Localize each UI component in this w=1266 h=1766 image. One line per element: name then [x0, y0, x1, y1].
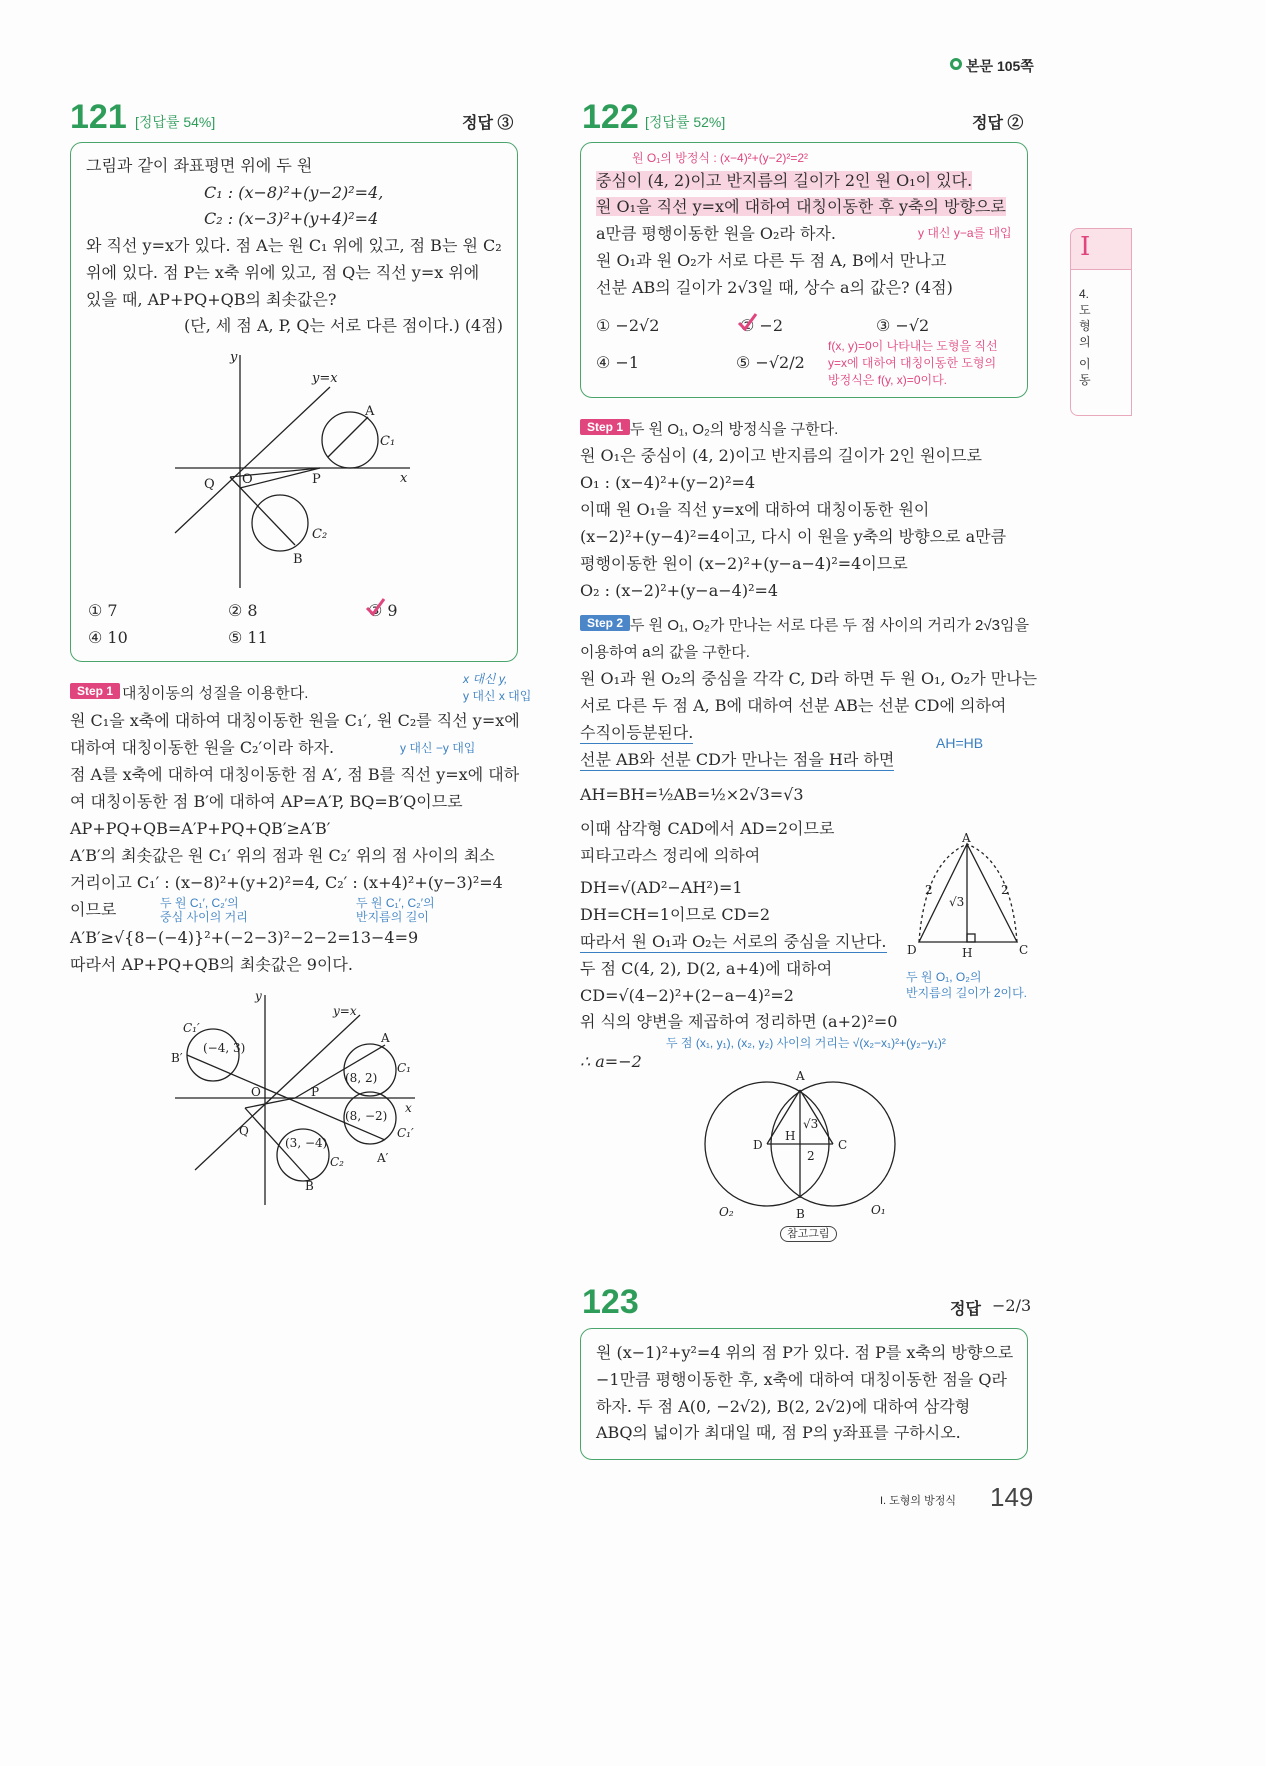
point-label: H: [962, 946, 973, 960]
solution-text: 여 대칭이동한 점 B′에 대하여 AP=A′P, BQ=B′Q이므로: [70, 792, 463, 811]
problem-text: ABQ의 넓이가 최대일 때, 점 P의 y좌표를 구하시오.: [596, 1423, 961, 1442]
origin-label: O: [242, 472, 253, 487]
figure-121: [160, 345, 430, 595]
check-mark-icon: [736, 311, 758, 333]
side-label: 2: [1001, 883, 1009, 897]
solution-text: 평행이동한 원이 (x−2)²+(y−a−4)²=4이므로: [580, 554, 908, 573]
point-label: B: [305, 1179, 314, 1193]
solution-text: 대하여 대칭이동한 원을 C₂′이라 하자.: [70, 738, 335, 757]
solution-text: O₁ : (x−4)²+(y−2)²=4: [580, 473, 756, 492]
point-a: A: [365, 404, 375, 419]
problem-number: 122: [582, 98, 639, 136]
center-label: (8, 2): [345, 1071, 378, 1085]
section-char: 이: [1079, 357, 1091, 371]
problem-text: a만큼 평행이동한 원을 O₂라 하자.: [596, 224, 836, 243]
problem-text: 와 직선 y=x가 있다. 점 A는 원 C₁ 위에 있고, 점 B는 원 C₂: [86, 236, 502, 255]
correct-rate: [정답률 52%]: [645, 114, 726, 130]
solution-text: 점 A를 x축에 대하여 대칭이동한 점 A′, 점 B를 직선 y=x에 대하: [70, 765, 520, 784]
section-char: 형: [1079, 319, 1091, 333]
choice-3-selected[interactable]: ③ 9: [368, 601, 398, 620]
answer-label: 정답: [950, 1301, 981, 1318]
choice-2[interactable]: ② 8: [228, 601, 258, 620]
solution-text: O₂ : (x−2)²+(y−a−4)²=4: [580, 581, 779, 600]
correct-rate: [정답률 54%]: [135, 114, 216, 130]
choice-2-selected[interactable]: ② −2: [740, 316, 784, 335]
problem-text: −1만큼 평행이동한 후, x축에 대하여 대칭이동한 점을 Q라: [596, 1370, 1007, 1389]
note: 두 점 (x₁, y₁), (x₂, y₂) 사이의 거리는 √(x₂−x₁)²+(y₂−y₁)²: [666, 1036, 946, 1050]
choice-4[interactable]: ④ −1: [596, 353, 640, 372]
page-number: 149: [990, 1482, 1034, 1512]
note: f(x, y)=0이 나타내는 도형을 직선: [828, 339, 998, 353]
solution-text: 따라서 AP+PQ+QB의 최솟값은 9이다.: [70, 955, 353, 974]
point-label: P: [311, 1085, 320, 1099]
solution-text: CD=√(4−2)²+(2−a−4)²=2: [580, 986, 794, 1005]
note: x 대신 y,: [463, 672, 508, 686]
triangle-figure: [905, 832, 1035, 962]
x-axis-label: x: [405, 1101, 412, 1115]
answer-value: −2/3: [992, 1296, 1032, 1315]
circle-label: C₂: [330, 1155, 344, 1169]
check-mark-icon: [364, 596, 386, 618]
point-label: C: [838, 1138, 848, 1152]
answer-label: 정답 ③: [462, 115, 514, 132]
section-char: 4.: [1079, 287, 1090, 301]
circle-label: O₂: [719, 1205, 734, 1219]
line-label: y=x: [333, 1004, 357, 1018]
choice-5[interactable]: ⑤ −√2/2: [736, 353, 805, 372]
solution-text: 피타고라스 정리에 의하여: [580, 846, 761, 865]
solution-text: 수직이등분된다.: [580, 723, 694, 742]
solution-text: DH=CH=1이므로 CD=2: [580, 905, 771, 924]
problem-text: C₁ : (x−8)²+(y−2)²=4,: [204, 183, 384, 202]
problem-text: 그림과 같이 좌표평면 위에 두 원: [86, 156, 313, 175]
solution-text: 원 O₁과 원 O₂의 중심을 각각 C, D라 하면 두 원 O₁, O₂가 만나는: [580, 669, 1038, 688]
line-label: y=x: [312, 371, 338, 386]
solution-text: 이때 원 O₁을 직선 y=x에 대하여 대칭이동한 원이: [580, 500, 930, 519]
side-label: 2: [925, 883, 933, 897]
point-q: Q: [204, 477, 215, 492]
step-badge: Step 1: [70, 683, 120, 699]
figure-caption: 참고그림: [780, 1226, 837, 1242]
answer-label: 정답 ②: [972, 115, 1024, 132]
step-title: 두 원 O₁, O₂의 방정식을 구한다.: [630, 421, 839, 438]
point-label: A′: [377, 1151, 389, 1165]
solution-text: AP+PQ+QB=A′P+PQ+QB′≥A′B′: [70, 819, 331, 838]
solution-text: 이므로: [70, 900, 117, 919]
figure-121-solution: [165, 990, 425, 1210]
circle-label: C₁′: [397, 1126, 414, 1140]
solution-text: 위 식의 양변을 제곱하여 정리하면 (a+2)²=0: [580, 1012, 898, 1031]
point-p: P: [312, 472, 321, 487]
problem-text: 위에 있다. 점 P는 x축 위에 있고, 점 Q는 직선 y=x 위에: [86, 263, 480, 282]
note: y 대신 y−a를 대입: [918, 226, 1012, 240]
note: 두 원 C₁′, C₂′의: [160, 896, 239, 910]
note: 반지름의 길이가 2이다.: [906, 986, 1028, 1000]
section-char: 도: [1079, 303, 1091, 317]
problem-number: 123: [582, 1283, 639, 1321]
problem-text: 있을 때, AP+PQ+QB의 최솟값은?: [86, 290, 337, 309]
note: 반지름의 길이: [356, 910, 429, 924]
problem-text: 중심이 (4, 2)이고 반지름의 길이가 2인 원 O₁이 있다.: [596, 171, 973, 190]
center-label: (−4, 3): [203, 1041, 246, 1055]
problem-number: 121: [70, 98, 127, 136]
solution-text: 거리이고 C₁′ : (x−8)²+(y+2)²=4, C₂′ : (x+4)²+(y−3)²=4: [70, 873, 503, 892]
problem-text: C₂ : (x−3)²+(y+4)²=4: [204, 209, 379, 228]
choice-1[interactable]: ① 7: [88, 601, 118, 620]
choice-4[interactable]: ④ 10: [88, 628, 128, 647]
point-label: A: [381, 1031, 390, 1045]
circle-c1-label: C₁: [380, 434, 396, 449]
solution-text: ∴ a=−2: [580, 1052, 642, 1071]
note: 두 원 O₁, O₂의: [906, 970, 982, 984]
solution-text: 따라서 원 O₁과 O₂는 서로의 중심을 지난다.: [580, 932, 887, 951]
step-title: 대칭이동의 성질을 이용한다.: [122, 685, 309, 702]
side-label: √3: [949, 895, 965, 909]
center-label: (8, −2): [345, 1109, 388, 1123]
problem-text: 원 (x−1)²+y²=4 위의 점 P가 있다. 점 P를 x축의 방향으로: [596, 1343, 1014, 1362]
point-label: D: [907, 943, 917, 957]
solution-text: 이때 삼각형 CAD에서 AD=2이므로: [580, 819, 835, 838]
circle-c2-label: C₂: [312, 527, 328, 542]
section-char: 의: [1079, 335, 1091, 349]
problem-text: 원 O₁을 직선 y=x에 대하여 대칭이동한 후 y축의 방향으로: [596, 197, 1006, 216]
note: 두 원 C₁′, C₂′의: [356, 896, 435, 910]
solution-text: 두 점 C(4, 2), D(2, a+4)에 대하여: [580, 959, 833, 978]
origin-label: O: [251, 1085, 261, 1099]
note: 원 O₁의 방정식 : (x−4)²+(y−2)²=2²: [632, 151, 809, 165]
step-badge: Step 1: [580, 419, 630, 435]
solution-text: 선분 AB와 선분 CD가 만나는 점을 H라 하면: [580, 750, 895, 769]
segment-label: √3: [803, 1117, 819, 1131]
solution-text: (x−2)²+(y−4)²=4이고, 다시 이 원을 y축의 방향으로 a만큼: [580, 527, 1007, 546]
circle-label: O₁: [871, 1203, 886, 1217]
solution-text: AH=BH=½AB=½×2√3=√3: [580, 785, 804, 804]
point-label: B′: [171, 1051, 183, 1065]
choice-1[interactable]: ① −2√2: [596, 316, 660, 335]
note: y 대신 x 대입: [463, 689, 532, 703]
point-label: H: [785, 1129, 796, 1143]
point-label: A: [962, 832, 971, 845]
bullet-icon: [950, 58, 962, 70]
note: 중심 사이의 거리: [160, 910, 248, 924]
point-label: Q: [239, 1124, 249, 1138]
point-b: B: [293, 552, 303, 567]
section-char: 동: [1079, 373, 1091, 387]
problem-text: 원 O₁과 원 O₂가 서로 다른 두 점 A, B에서 만나고: [596, 251, 947, 270]
solution-text: 원 C₁을 x축에 대하여 대칭이동한 원을 C₁′, 원 C₂를 직선 y=x에: [70, 711, 520, 730]
y-axis-label: y: [230, 350, 238, 365]
solution-text: A′B′의 최솟값은 원 C₁′ 위의 점과 원 C₂′ 위의 점 사이의 최소: [70, 846, 495, 865]
circle-label: C₁′: [183, 1021, 200, 1035]
step-title: 이용하여 a의 값을 구한다.: [580, 644, 750, 661]
solution-text: 원 O₁은 중심이 (4, 2)이고 반지름의 길이가 2인 원이므로: [580, 446, 982, 465]
segment-label: 2: [807, 1149, 815, 1163]
page-reference: 본문 105쪽: [966, 58, 1034, 74]
point-label: D: [753, 1138, 763, 1152]
problem-text: 하자. 두 점 A(0, −2√2), B(2, 2√2)에 대하여 삼각형: [596, 1397, 971, 1416]
problem-text: 선분 AB의 길이가 2√3일 때, 상수 a의 값은? (4점): [596, 278, 953, 297]
chapter-roman: I: [1080, 232, 1091, 262]
center-label: (3, −4): [285, 1136, 328, 1150]
solution-text: DH=√(AD²−AH²)=1: [580, 878, 743, 897]
note: y 대신 −y 대입: [400, 741, 476, 755]
step-title: 두 원 O₁, O₂가 만나는 서로 다른 두 점 사이의 거리가 2√3임을: [630, 617, 1029, 634]
point-label: B: [796, 1207, 805, 1221]
section-title: [1079, 286, 1091, 388]
circle-label: C₁: [397, 1061, 411, 1075]
point-label: A: [796, 1069, 805, 1083]
problem-text: (단, 세 점 A, P, Q는 서로 다른 점이다.) (4점): [184, 316, 503, 335]
note: AH=HB: [936, 735, 984, 751]
step-badge: Step 2: [580, 615, 630, 631]
note: y=x에 대하여 대칭이동한 도형의: [828, 356, 997, 370]
x-axis-label: x: [400, 471, 408, 486]
footer-section: I. 도형의 방정식: [880, 1495, 956, 1507]
circles-figure: [695, 1068, 910, 1228]
choice-5[interactable]: ⑤ 11: [228, 628, 268, 647]
solution-text: A′B′≥√{8−(−4)}²+(−2−3)²−2−2=13−4=9: [70, 928, 419, 947]
point-label: C: [1019, 943, 1029, 957]
solution-text: 서로 다른 두 점 A, B에 대하여 선분 AB는 선분 CD에 의하여: [580, 696, 1007, 715]
y-axis-label: y: [255, 990, 262, 1003]
note: 방정식은 f(y, x)=0이다.: [828, 373, 948, 387]
choice-3[interactable]: ③ −√2: [876, 316, 930, 335]
